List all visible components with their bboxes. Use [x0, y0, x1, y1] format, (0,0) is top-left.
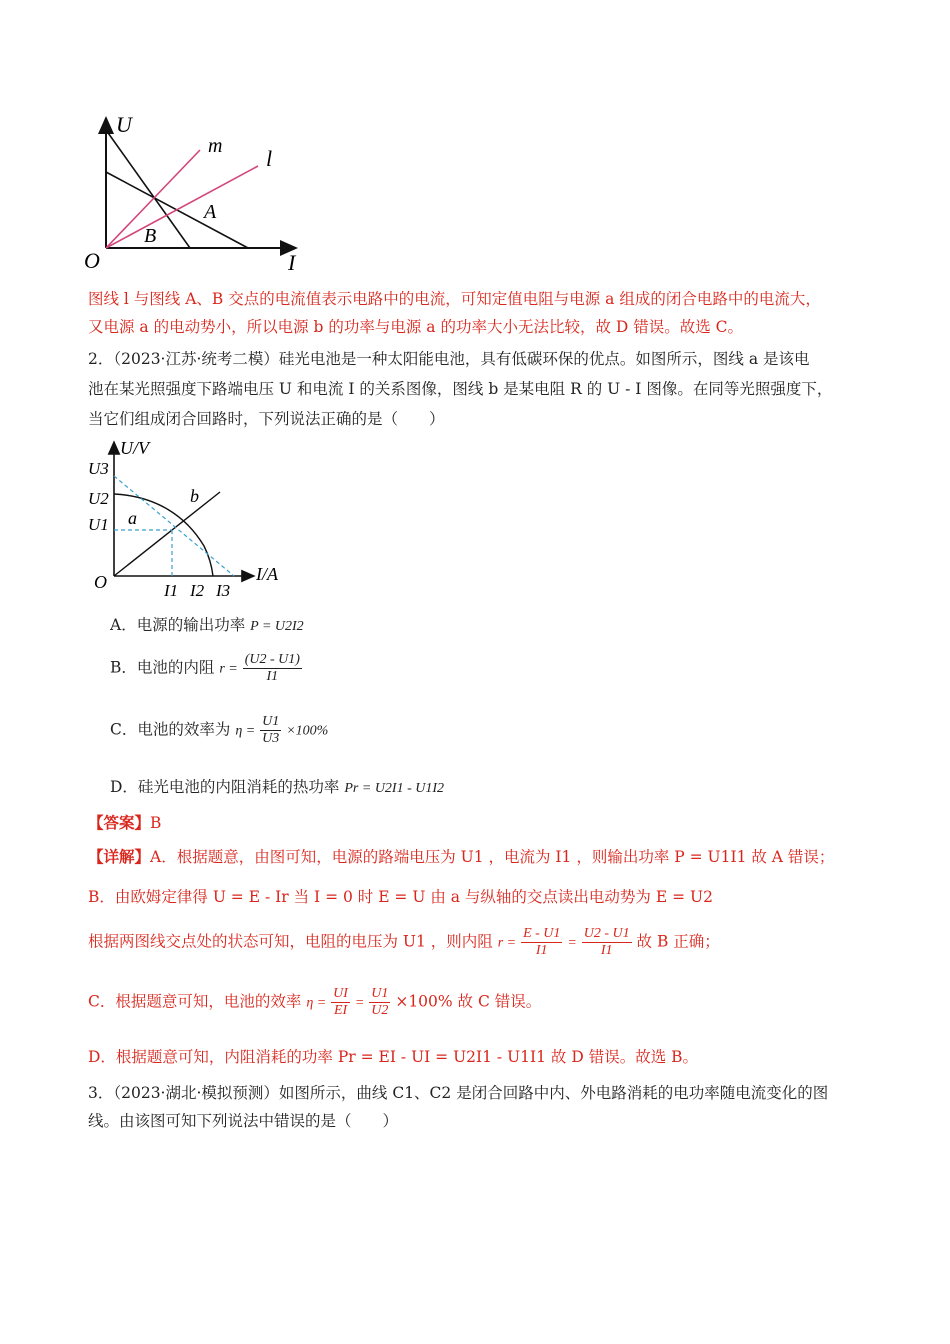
detail-label: 【详解】: [88, 847, 151, 866]
detail-3-f1-num: E - U1: [523, 926, 561, 941]
option-b-numerator: (U2 - U1): [244, 652, 300, 667]
i1-label: I1: [164, 581, 179, 600]
q2-stem-line-2: 池在某光照强度下路端电压 U 和电流 I 的关系图像，图线 b 是某电阻 R 的 U - I 图像。在同等光照强度下，: [88, 380, 833, 398]
option-c-denominator: U3: [262, 731, 280, 746]
i3-label: I3: [216, 581, 231, 600]
answer-line: [88, 812, 161, 834]
point-a-label: A: [204, 201, 217, 223]
q2-stem-line-1: 2．（2023·江苏·统考二模）硅光电池是一种太阳能电池，具有低碳环保的优点。如图所示，图线 a 是该电: [88, 350, 810, 368]
detail-text-1: A．根据题意，由图可知，电源的路端电压为 U1 ，电流为 I1 ，则输出功率 P = U1I1 故 A 错误；: [150, 848, 835, 866]
line-b: [114, 492, 220, 576]
detail-3-f2-den: I1: [600, 943, 613, 958]
u2-label: U2: [88, 489, 109, 508]
q2-stem-line-3: 当它们组成闭合回路时，下列说法正确的是（ ）: [88, 410, 445, 428]
detail-3-f1-den: I1: [535, 943, 548, 958]
figure-2-x-label: I/A: [256, 564, 278, 584]
u1-label: U1: [88, 515, 109, 534]
point-b-label: B: [144, 225, 157, 247]
option-c-fraction: [260, 714, 281, 747]
figure-2-origin: O: [94, 572, 107, 592]
detail-3-fraction-1: [521, 926, 562, 959]
detail-3-tail: 故 B 正确；: [636, 932, 720, 951]
i2-label: I2: [190, 581, 205, 600]
answer-label: 【答案】: [88, 813, 151, 832]
detail-line-5: D．根据题意可知，内阻消耗的功率 Pr = EI - UI = U2I1 - U1I1 故 D 错误。故选 B。: [88, 1048, 699, 1066]
detail-4-fraction-1: [331, 986, 350, 1019]
option-c-numerator: U1: [262, 714, 280, 729]
figure-1-ui-graph: [80, 110, 320, 280]
option-c-lhs: η =: [235, 723, 256, 739]
figure-2-silicon-cell-graph: [86, 436, 296, 606]
figure-1-x-label: I: [288, 250, 296, 275]
option-d-formula: Pr = U2I1 - U1I2: [344, 781, 445, 796]
q3-stem-line-1: 3．（2023·湖北·模拟预测）如图所示，曲线 C1、C2 是闭合回路中内、外电路消耗的电功率随电流变化的图: [88, 1084, 829, 1102]
figure-1-origin: O: [84, 248, 100, 273]
option-b-denominator: I1: [266, 669, 279, 684]
detail-3-equals: =: [567, 935, 577, 951]
q3-stem-line-2: 线。由该图可知下列说法中错误的是（ ）: [88, 1112, 399, 1130]
option-a: [110, 614, 304, 638]
detail-line-2: B．由欧姆定律得 U = E - Ir 当 I = 0 时 E = U 由 a 与纵轴的交点读出电动势为 E = U2: [88, 888, 713, 906]
detail-line-4: [88, 986, 541, 1019]
detail-line-1: [88, 846, 834, 868]
detail-3-f2-num: U2 - U1: [583, 926, 630, 941]
line-m-label: m: [208, 135, 223, 157]
detail-4-prefix: C．根据题意可知，电池的效率: [88, 992, 302, 1011]
detail-4-lhs: η =: [306, 995, 327, 1011]
option-a-formula: P = U2I2: [250, 619, 304, 634]
option-d-text: D．硅光电池的内阻消耗的热功率: [110, 778, 340, 796]
detail-4-f1-num: UI: [333, 986, 348, 1001]
option-a-text: A．电源的输出功率: [110, 616, 246, 634]
curve-a-label: a: [128, 508, 137, 528]
option-b-lhs: r =: [219, 661, 238, 677]
figure-1-y-label: U: [116, 112, 132, 137]
q1-analysis-line-1: 图线 l 与图线 A、B 交点的电流值表示电路中的电流，可知定值电阻与电源 a 组成的闭合电路中的电流大，: [88, 290, 821, 308]
u3-label: U3: [88, 459, 109, 478]
detail-line-3: [88, 926, 720, 959]
detail-4-tail: ×100% 故 C 错误。: [395, 992, 542, 1011]
detail-3-fraction-2: [582, 926, 632, 959]
option-b-text: B．电池的内阻: [110, 658, 215, 677]
option-d: [110, 776, 444, 800]
option-b: [110, 652, 302, 685]
figure-2-y-label: U/V: [120, 438, 149, 458]
detail-3-lhs: r =: [497, 935, 517, 951]
option-c: [110, 714, 328, 747]
detail-4-f2-num: U1: [371, 986, 389, 1001]
detail-4-fraction-2: [369, 986, 390, 1019]
answer-value: B: [150, 814, 162, 832]
option-c-text: C．电池的效率为: [110, 720, 231, 739]
detail-4-f1-den: EI: [333, 1003, 348, 1018]
q1-analysis-line-2: 又电源 a 的电动势小，所以电源 b 的功率与电源 a 的功率大小无法比较，故 D 错误。故选 C。: [88, 318, 744, 336]
line-b-label: b: [190, 486, 199, 506]
detail-4-equals: =: [354, 995, 365, 1011]
detail-4-f2-den: U2: [371, 1003, 389, 1018]
option-b-fraction: [243, 652, 302, 685]
option-c-tail: ×100%: [286, 723, 329, 739]
detail-3-prefix: 根据两图线交点处的状态可知，电阻的电压为 U1 ，则内阻: [88, 932, 493, 951]
line-l-label: l: [266, 146, 273, 171]
